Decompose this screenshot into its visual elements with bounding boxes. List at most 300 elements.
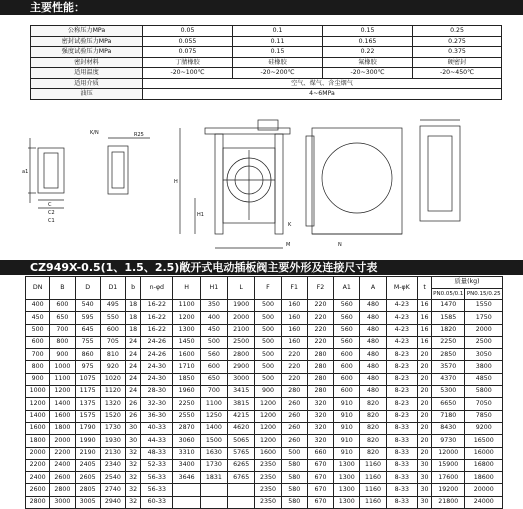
dims-cell: 600 xyxy=(200,361,227,373)
dims-cell: 8-33 xyxy=(386,496,417,508)
label-h1: H1 xyxy=(197,212,204,218)
dims-cell: 1200 xyxy=(173,312,200,324)
dims-cell: 21800 xyxy=(432,496,465,508)
dims-cell: 30 xyxy=(417,496,431,508)
dims-cell: 1160 xyxy=(360,496,386,508)
dims-cell: 595 xyxy=(75,312,100,324)
dims-cell: 3400 xyxy=(173,459,200,471)
dims-cell: 1200 xyxy=(26,398,50,410)
dims-cell: 2200 xyxy=(26,459,50,471)
dims-cell: 450 xyxy=(26,312,50,324)
dims-cell: 4620 xyxy=(228,422,255,434)
dims-cell xyxy=(200,496,227,508)
dims-cell: 820 xyxy=(360,447,386,459)
perf-row xyxy=(31,36,502,47)
dims-cell: 670 xyxy=(307,484,333,496)
dims-cell: 260 xyxy=(281,435,307,447)
dims-cell: 500 xyxy=(281,447,307,459)
dims-cell: 20 xyxy=(417,398,431,410)
dims-cell: 1730 xyxy=(200,459,227,471)
dims-cell: 44-33 xyxy=(141,435,173,447)
perf-label: 公称压力MPa xyxy=(31,26,143,37)
dims-cell: 28-30 xyxy=(141,386,173,398)
performance-table xyxy=(30,25,502,100)
perf-value: 0.375 xyxy=(413,47,502,58)
dims-header: b xyxy=(126,277,141,300)
label-k: K xyxy=(288,222,292,228)
dims-cell: 480 xyxy=(360,386,386,398)
flange-side-view xyxy=(38,148,64,193)
dims-cell: 1160 xyxy=(360,472,386,484)
dims-cell: 30 xyxy=(417,472,431,484)
perf-value: 0.05 xyxy=(143,26,233,37)
dims-cell: 16-22 xyxy=(141,312,173,324)
perf-value: -20~200℃ xyxy=(233,68,323,79)
dims-cell: 320 xyxy=(307,435,333,447)
dims-cell: 280 xyxy=(307,373,333,385)
dims-cell: 500 xyxy=(255,361,281,373)
dims-cell: 320 xyxy=(307,422,333,434)
dims-cell: 18 xyxy=(126,300,141,312)
dims-cell: 32 xyxy=(126,459,141,471)
perf-value: 0.075 xyxy=(143,47,233,58)
dims-cell: 3000 xyxy=(50,496,75,508)
dims-cell: 700 xyxy=(200,386,227,398)
dims-cell: 920 xyxy=(100,361,125,373)
dims-cell: 580 xyxy=(281,484,307,496)
dims-cell: 4215 xyxy=(228,410,255,422)
dims-cell: 2870 xyxy=(173,422,200,434)
dims-header-row xyxy=(26,277,503,289)
dims-cell: 910 xyxy=(334,398,360,410)
dims-cell: 2600 xyxy=(26,484,50,496)
dims-cell: 30 xyxy=(126,422,141,434)
dims-row xyxy=(26,336,503,348)
dims-cell: 910 xyxy=(334,422,360,434)
dims-cell: 7850 xyxy=(465,410,503,422)
dims-subheader: PN0.05/0.1 xyxy=(432,288,465,300)
perf-value: 0.1 xyxy=(233,26,323,37)
dims-cell: 40-33 xyxy=(141,422,173,434)
dims-cell: 1930 xyxy=(100,435,125,447)
dims-cell: 820 xyxy=(360,398,386,410)
dims-cell: 160 xyxy=(281,336,307,348)
dims-cell: 495 xyxy=(100,300,125,312)
dims-header: F1 xyxy=(281,277,307,300)
label-a1: a1 xyxy=(22,169,29,175)
dims-cell: 20 xyxy=(417,435,431,447)
dims-cell: 1200 xyxy=(255,422,281,434)
section-title-performance: 主要性能： xyxy=(0,0,523,15)
dims-cell: 3310 xyxy=(173,447,200,459)
dims-cell: 24-26 xyxy=(141,349,173,361)
dims-cell: 16 xyxy=(417,312,431,324)
dims-cell: 20 xyxy=(417,422,431,434)
dims-cell: 1600 xyxy=(255,447,281,459)
dims-cell: 900 xyxy=(50,349,75,361)
dims-cell: 3815 xyxy=(228,398,255,410)
label-c1: C1 xyxy=(48,218,55,224)
dims-cell: 1175 xyxy=(75,386,100,398)
dims-cell: 700 xyxy=(50,324,75,336)
dims-header: B xyxy=(50,277,75,300)
dims-cell: 16 xyxy=(417,336,431,348)
dims-cell: 16000 xyxy=(465,447,503,459)
dims-cell: 910 xyxy=(334,410,360,422)
dims-header: DN xyxy=(26,277,50,300)
dims-cell: 975 xyxy=(75,361,100,373)
dims-cell: 6650 xyxy=(432,398,465,410)
dims-cell: 700 xyxy=(26,349,50,361)
side-bore-circle xyxy=(322,143,392,213)
dims-header: H1 xyxy=(200,277,227,300)
dims-cell: 1710 xyxy=(173,361,200,373)
dims-cell: 2350 xyxy=(255,484,281,496)
dims-cell: 8-33 xyxy=(386,422,417,434)
dims-cell: 8-23 xyxy=(386,361,417,373)
dims-cell: 480 xyxy=(360,312,386,324)
dims-cell: 1020 xyxy=(100,373,125,385)
dims-cell: 260 xyxy=(281,422,307,434)
dims-cell: 1200 xyxy=(255,398,281,410)
seal-detail-view xyxy=(108,146,128,194)
dims-row xyxy=(26,386,503,398)
dims-cell: 500 xyxy=(255,312,281,324)
dims-cell: 1800 xyxy=(50,422,75,434)
dims-cell: 4370 xyxy=(432,373,465,385)
dims-cell: 1400 xyxy=(200,422,227,434)
perf-value: 4~6MPa xyxy=(143,89,502,100)
label-r25: R25 xyxy=(134,132,144,138)
dims-cell: 18 xyxy=(126,312,141,324)
perf-value: 0.055 xyxy=(143,36,233,47)
dims-cell: 160 xyxy=(281,324,307,336)
dims-cell: 800 xyxy=(50,336,75,348)
dims-cell: 30 xyxy=(417,459,431,471)
dims-cell: 4-23 xyxy=(386,300,417,312)
dims-cell: 24 xyxy=(126,349,141,361)
dims-cell: 1100 xyxy=(173,300,200,312)
dims-cell: 2940 xyxy=(100,496,125,508)
dims-cell: 32 xyxy=(126,472,141,484)
dims-cell: 20 xyxy=(417,361,431,373)
dims-cell: 2250 xyxy=(432,336,465,348)
dims-cell: 1600 xyxy=(50,410,75,422)
dims-row xyxy=(26,472,503,484)
dims-cell: 8-23 xyxy=(386,386,417,398)
dims-header: 质量(kg) xyxy=(432,277,503,289)
dims-cell: 36-30 xyxy=(141,410,173,422)
perf-value: 0.15 xyxy=(233,47,323,58)
dims-cell: 560 xyxy=(334,300,360,312)
dimensions-table xyxy=(25,276,503,509)
dims-cell: 2000 xyxy=(26,447,50,459)
label-h: H xyxy=(174,179,178,185)
dims-cell: 1585 xyxy=(432,312,465,324)
perf-value: 0.11 xyxy=(233,36,323,47)
dims-cell: 650 xyxy=(200,373,227,385)
perf-value: 0.22 xyxy=(323,47,413,58)
dims-cell: 820 xyxy=(360,422,386,434)
dims-row xyxy=(26,300,503,312)
dims-cell: 480 xyxy=(360,324,386,336)
dims-cell: 12000 xyxy=(432,447,465,459)
dims-cell: 260 xyxy=(281,398,307,410)
dims-cell: 20000 xyxy=(465,484,503,496)
dims-cell: 320 xyxy=(307,410,333,422)
dims-cell: 1100 xyxy=(200,398,227,410)
dims-cell: 755 xyxy=(75,336,100,348)
dims-cell: 5765 xyxy=(228,447,255,459)
dims-cell: 600 xyxy=(50,300,75,312)
dims-cell: 500 xyxy=(255,349,281,361)
dims-cell: 2400 xyxy=(26,472,50,484)
dims-header: F2 xyxy=(307,277,333,300)
dims-cell: 20 xyxy=(417,373,431,385)
perf-value: 丁腈橡胶 xyxy=(143,57,233,68)
dims-cell: 24-30 xyxy=(141,373,173,385)
dims-cell: 910 xyxy=(334,447,360,459)
dims-cell: 260 xyxy=(281,410,307,422)
dims-cell: 1630 xyxy=(200,447,227,459)
dims-cell: 1600 xyxy=(26,422,50,434)
dims-row xyxy=(26,361,503,373)
dims-cell: 645 xyxy=(75,324,100,336)
dims-cell: 2500 xyxy=(465,336,503,348)
perf-oil-row xyxy=(31,89,502,100)
dims-cell: 8-33 xyxy=(386,447,417,459)
dims-cell: 5800 xyxy=(465,386,503,398)
dims-cell: 660 xyxy=(307,447,333,459)
dims-cell: 1600 xyxy=(173,349,200,361)
dims-cell: 220 xyxy=(307,324,333,336)
dims-cell: 8-23 xyxy=(386,349,417,361)
dims-cell: 9200 xyxy=(465,422,503,434)
dims-cell: 8-33 xyxy=(386,435,417,447)
dims-cell xyxy=(228,496,255,508)
perf-label: 适用温度 xyxy=(31,68,143,79)
dims-cell: 2405 xyxy=(75,459,100,471)
dims-cell: 320 xyxy=(307,398,333,410)
dims-cell: 2400 xyxy=(50,459,75,471)
dims-cell: 400 xyxy=(26,300,50,312)
dims-cell: 32 xyxy=(126,484,141,496)
dims-row xyxy=(26,410,503,422)
dims-cell: 600 xyxy=(334,349,360,361)
dims-cell: 1900 xyxy=(228,300,255,312)
dims-cell: 52-33 xyxy=(141,459,173,471)
dims-cell: 220 xyxy=(281,373,307,385)
dims-cell: 280 xyxy=(307,361,333,373)
perf-value: 氟橡胶 xyxy=(323,57,413,68)
dims-cell: 500 xyxy=(255,373,281,385)
dims-cell: 3800 xyxy=(465,361,503,373)
dims-cell: 500 xyxy=(26,324,50,336)
dims-cell: 1470 xyxy=(432,300,465,312)
dims-cell: 18600 xyxy=(465,472,503,484)
dims-cell: 2130 xyxy=(100,447,125,459)
dims-cell: 540 xyxy=(75,300,100,312)
dims-cell: 16-22 xyxy=(141,324,173,336)
dims-cell: 2800 xyxy=(228,349,255,361)
dims-cell: 2000 xyxy=(50,435,75,447)
dims-cell: 1000 xyxy=(50,361,75,373)
dims-cell: 16 xyxy=(417,324,431,336)
dims-cell: 3415 xyxy=(228,386,255,398)
dims-cell: 500 xyxy=(255,324,281,336)
dims-cell: 30 xyxy=(126,435,141,447)
dims-cell: 2605 xyxy=(75,472,100,484)
dims-cell: 670 xyxy=(307,472,333,484)
dims-cell: 2805 xyxy=(75,484,100,496)
dims-cell: 56-33 xyxy=(141,484,173,496)
dims-cell: 2900 xyxy=(228,361,255,373)
dims-cell: 16500 xyxy=(465,435,503,447)
dims-cell: 220 xyxy=(281,361,307,373)
dims-cell: 860 xyxy=(75,349,100,361)
dims-cell: 7050 xyxy=(465,398,503,410)
dims-cell: 1730 xyxy=(100,422,125,434)
dims-cell: 3000 xyxy=(228,373,255,385)
dims-header: t xyxy=(417,277,431,300)
dims-cell: 900 xyxy=(255,386,281,398)
dims-cell: 26 xyxy=(126,398,141,410)
dims-cell: 1520 xyxy=(100,410,125,422)
label-c2: C2 xyxy=(48,210,55,216)
dims-cell: 500 xyxy=(255,336,281,348)
dims-cell: 1375 xyxy=(75,398,100,410)
dims-cell: 2500 xyxy=(228,336,255,348)
dims-cell: 1300 xyxy=(173,324,200,336)
dims-cell: 20 xyxy=(417,410,431,422)
dims-cell: 24000 xyxy=(465,496,503,508)
dims-cell: 1800 xyxy=(26,435,50,447)
dims-cell: 280 xyxy=(281,386,307,398)
dims-cell: 24 xyxy=(126,386,141,398)
dims-cell: 2350 xyxy=(255,496,281,508)
dims-cell: 7180 xyxy=(432,410,465,422)
dims-cell: 3570 xyxy=(432,361,465,373)
dims-cell: 48-33 xyxy=(141,447,173,459)
dims-cell: 480 xyxy=(360,361,386,373)
perf-value: 0.165 xyxy=(323,36,413,47)
perf-label: 油压 xyxy=(31,89,143,100)
dims-cell: 550 xyxy=(100,312,125,324)
dims-cell: 3646 xyxy=(173,472,200,484)
dims-cell: 2740 xyxy=(100,484,125,496)
dims-cell: 2250 xyxy=(173,398,200,410)
dims-header: H xyxy=(173,277,200,300)
label-c: C xyxy=(48,202,52,208)
dims-cell: 24-26 xyxy=(141,336,173,348)
dims-cell: 1160 xyxy=(360,459,386,471)
dims-cell: 1960 xyxy=(173,386,200,398)
dims-cell: 480 xyxy=(360,336,386,348)
dims-row xyxy=(26,349,503,361)
perf-row xyxy=(31,68,502,79)
perf-value: -20~300℃ xyxy=(323,68,413,79)
dims-header: A1 xyxy=(334,277,360,300)
dims-row xyxy=(26,398,503,410)
dims-cell: 580 xyxy=(281,472,307,484)
dims-cell: 220 xyxy=(307,336,333,348)
dims-cell: 4850 xyxy=(465,373,503,385)
dims-cell: 280 xyxy=(307,386,333,398)
dims-cell: 6765 xyxy=(228,472,255,484)
dims-row xyxy=(26,373,503,385)
dims-cell: 2550 xyxy=(173,410,200,422)
dims-cell: 600 xyxy=(334,386,360,398)
dims-cell: 820 xyxy=(360,435,386,447)
dims-cell: 1200 xyxy=(50,386,75,398)
dims-cell: 600 xyxy=(334,361,360,373)
dims-row xyxy=(26,422,503,434)
dims-cell: 24 xyxy=(126,361,141,373)
perf-value: 0.275 xyxy=(413,36,502,47)
dims-cell: 2340 xyxy=(100,459,125,471)
dims-cell: 2800 xyxy=(50,484,75,496)
dims-cell: 2350 xyxy=(255,472,281,484)
dims-cell: 32 xyxy=(126,496,141,508)
dims-cell: 1200 xyxy=(255,410,281,422)
dims-cell: 1400 xyxy=(50,398,75,410)
dims-cell: 1300 xyxy=(334,484,360,496)
dims-cell xyxy=(173,496,200,508)
dims-cell: 280 xyxy=(307,349,333,361)
perf-value: -20~450℃ xyxy=(413,68,502,79)
dims-row xyxy=(26,324,503,336)
dims-cell: 2600 xyxy=(50,472,75,484)
dims-cell: 810 xyxy=(100,349,125,361)
dims-cell: 20 xyxy=(417,447,431,459)
dims-cell: 160 xyxy=(281,300,307,312)
perf-label: 密封试验压力MPa xyxy=(31,36,143,47)
dims-cell: 8-33 xyxy=(386,484,417,496)
dims-cell: 20 xyxy=(417,349,431,361)
dims-cell: 19200 xyxy=(432,484,465,496)
dims-cell: 1200 xyxy=(255,435,281,447)
dims-cell: 560 xyxy=(334,336,360,348)
dims-cell: 220 xyxy=(307,300,333,312)
dims-cell: 600 xyxy=(334,373,360,385)
dims-cell: 16-22 xyxy=(141,300,173,312)
dims-cell: 1400 xyxy=(26,410,50,422)
dims-cell: 1320 xyxy=(100,398,125,410)
dims-cell: 8-23 xyxy=(386,373,417,385)
dims-cell: 2850 xyxy=(432,349,465,361)
dims-cell: 2800 xyxy=(26,496,50,508)
dims-cell: 1300 xyxy=(334,472,360,484)
dims-cell: 2000 xyxy=(465,324,503,336)
dims-header: A xyxy=(360,277,386,300)
dims-cell: 1450 xyxy=(173,336,200,348)
dims-cell: 560 xyxy=(200,349,227,361)
dims-cell: 1820 xyxy=(432,324,465,336)
dims-header: L xyxy=(228,277,255,300)
dims-header: D1 xyxy=(100,277,125,300)
dims-row xyxy=(26,459,503,471)
dims-cell: 500 xyxy=(200,336,227,348)
dims-cell: 600 xyxy=(100,324,125,336)
dims-cell: 1990 xyxy=(75,435,100,447)
perf-value: 硅橡胶 xyxy=(233,57,323,68)
dims-cell: 3060 xyxy=(173,435,200,447)
dims-cell: 24 xyxy=(126,336,141,348)
dims-cell: 560 xyxy=(334,312,360,324)
dims-cell: 500 xyxy=(255,300,281,312)
dims-header: n-φd xyxy=(141,277,173,300)
dims-cell: 4-23 xyxy=(386,324,417,336)
